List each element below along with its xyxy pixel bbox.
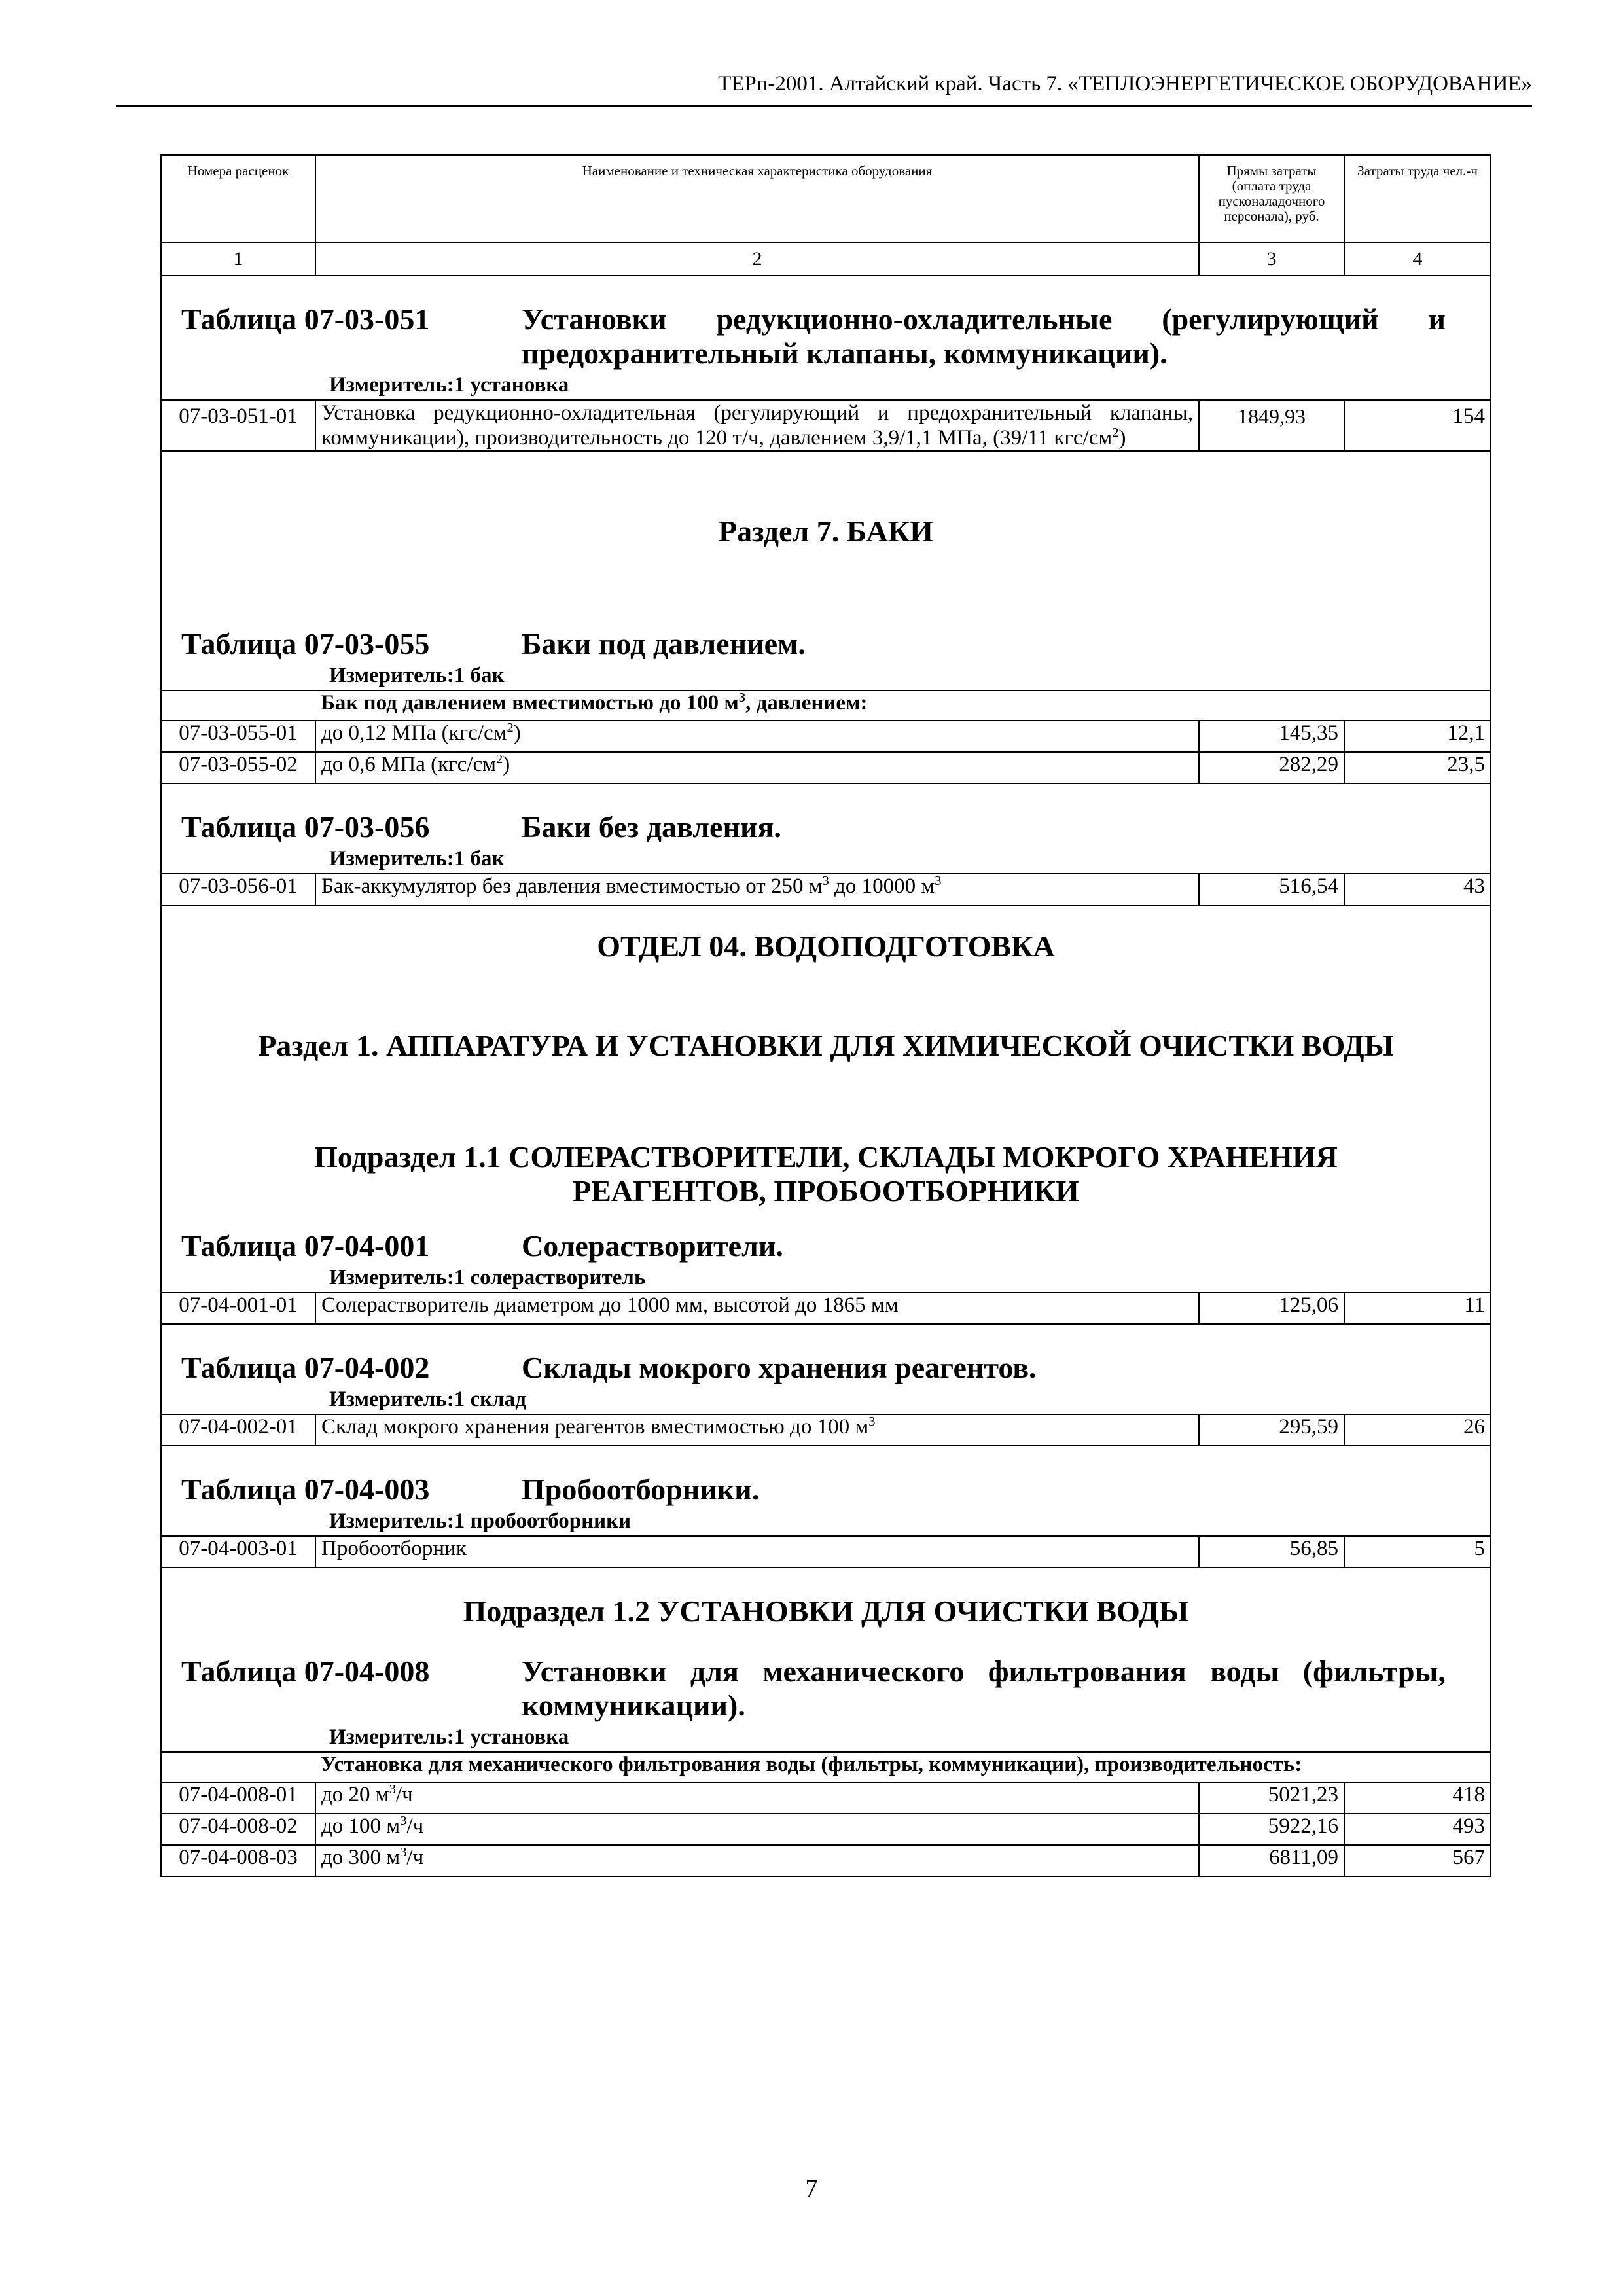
col-number-2: 2 (315, 243, 1199, 276)
row-labor: 11 (1344, 1293, 1491, 1324)
table-code: Таблица 07-04-001 (181, 1229, 430, 1263)
table-code: Таблица 07-04-008 (181, 1655, 430, 1688)
row-name: Бак-аккумулятор без давления вместимостью от 250 $м^3$ до 10000 $м^3$ (315, 874, 1199, 905)
row-cost: 145,35 (1199, 721, 1344, 752)
row-code: 07-04-003-01 (161, 1536, 315, 1568)
table-block-07-04-002 (161, 1324, 1491, 1414)
measure-unit: Измеритель:1 установка (329, 373, 569, 397)
page-number: 7 (805, 2175, 818, 2202)
row-cost: 5922,16 (1199, 1814, 1344, 1845)
row-labor: 26 (1344, 1414, 1491, 1446)
row-cost: 295,59 (1199, 1414, 1344, 1446)
table-row (161, 1845, 1491, 1876)
table-row (161, 400, 1491, 451)
table-row (161, 1782, 1491, 1814)
subsection-title-line1: Подраздел 1.1 СОЛЕРАСТВОРИТЕЛИ, СКЛАДЫ МОКРОГО ХРАНЕНИЯ (314, 1140, 1338, 1174)
row-name: Склад мокрого хранения реагентов вместимостью до 100 $м^3$ (315, 1414, 1199, 1446)
row-labor: 154 (1344, 400, 1491, 451)
col-header-codes: Номера расценок (161, 155, 315, 243)
table-subheading: Бак под давлением вместимостью до 100 $м^3$, давлением: (315, 691, 1491, 721)
row-cost: 282,29 (1199, 752, 1344, 783)
table-row (161, 1414, 1491, 1446)
row-code: 07-04-008-03 (161, 1845, 315, 1876)
column-number-row (161, 243, 1491, 276)
row-labor: 43 (1344, 874, 1491, 905)
col-header-name: Наименование и техническая характеристика оборудования (315, 155, 1199, 243)
subsection-title: Подраздел 1.2 УСТАНОВКИ ДЛЯ ОЧИСТКИ ВОДЫ (463, 1594, 1189, 1628)
table-block-07-03-056 (161, 783, 1491, 874)
table-heading (167, 627, 1485, 661)
row-code: 07-04-008-02 (161, 1814, 315, 1845)
table-block-07-03-051 (161, 276, 1491, 400)
col-number-1: 1 (161, 243, 315, 276)
table-code: Таблица 07-03-056 (181, 810, 430, 844)
measure-unit: Измеритель:1 бак (329, 664, 505, 687)
row-labor: 493 (1344, 1814, 1491, 1845)
table-row (161, 1536, 1491, 1568)
col-header-labor: Затраты труда чел.-ч (1344, 155, 1491, 243)
table-heading (167, 1473, 1485, 1507)
table-heading (167, 1655, 1485, 1723)
subsection-block-1-2 (161, 1568, 1491, 1752)
row-code: 07-03-051-01 (161, 400, 315, 451)
measure-unit: Измеритель:1 солерастворитель (329, 1266, 646, 1289)
measure-unit: Измеритель:1 склад (329, 1388, 526, 1411)
row-cost: 5021,23 (1199, 1782, 1344, 1814)
row-name: до 0,6 МПа $(кгс/см^2)$ (315, 752, 1199, 783)
table-title: Склады мокрого хранения реагентов. (522, 1351, 1037, 1384)
section-block-7 (161, 451, 1491, 691)
row-code: 07-03-056-01 (161, 874, 315, 905)
row-code: 07-04-002-01 (161, 1414, 315, 1446)
table-code: Таблица 07-03-055 (181, 627, 430, 660)
table-title: Установки для механического фильтрования воды (фильтры, коммуникации). (522, 1655, 1446, 1722)
col-number-3: 3 (1199, 243, 1344, 276)
table-heading (167, 810, 1485, 844)
table-row (161, 874, 1491, 905)
row-name: до 20 $м^3/ч$ (315, 1782, 1199, 1814)
row-cost: 1849,93 (1199, 400, 1344, 451)
col-header-cost: Прямы затраты (оплата труда пусконаладочного персонала), руб. (1199, 155, 1344, 243)
table-row (161, 1293, 1491, 1324)
row-code: 07-04-008-01 (161, 1782, 315, 1814)
table-block-07-04-003 (161, 1446, 1491, 1536)
row-name: Солерастворитель диаметром до 1000 мм, высотой до 1865 мм (315, 1293, 1199, 1324)
row-code: 07-04-001-01 (161, 1293, 315, 1324)
row-cost: 516,54 (1199, 874, 1344, 905)
row-labor: 418 (1344, 1782, 1491, 1814)
table-title: Баки без давления. (522, 810, 781, 844)
subsection-title-line2: РЕАГЕНТОВ, ПРОБООТБОРНИКИ (573, 1174, 1079, 1208)
table-title: Установки редукционно-охладительные (регулирующий и предохранительный клапаны, коммуникации). (522, 302, 1446, 370)
table-row (161, 1814, 1491, 1845)
running-header (116, 71, 1532, 107)
row-name: Пробоотборник (315, 1536, 1199, 1568)
row-name: Установка редукционно-охладительная (регулирующий и предохранительный клапаны, коммуникации), производительность до 120 т/ч, давлением 3,9/1,1 МПа, (39/11 кгс/$см^2$) (315, 400, 1199, 451)
measure-unit: Измеритель:1 бак (329, 847, 505, 870)
table-code: Таблица 07-04-002 (181, 1351, 430, 1384)
row-name: до 100 $м^3/ч$ (315, 1814, 1199, 1845)
division-title: ОТДЕЛ 04. ВОДОПОДГОТОВКА (597, 929, 1055, 963)
header-text: ТЕРп-2001. Алтайский край. Часть 7. «ТЕПЛОЭНЕРГЕТИЧЕСКОЕ ОБОРУДОВАНИЕ» (718, 72, 1532, 96)
row-labor: 12,1 (1344, 721, 1491, 752)
measure-unit: Измеритель:1 установка (329, 1725, 569, 1749)
table-heading (167, 1351, 1485, 1385)
row-code: 07-03-055-02 (161, 752, 315, 783)
row-labor: 23,5 (1344, 752, 1491, 783)
table-heading (167, 1229, 1485, 1263)
price-table (160, 154, 1491, 1877)
row-cost: 125,06 (1199, 1293, 1344, 1324)
row-cost: 6811,09 (1199, 1845, 1344, 1876)
table-heading (167, 302, 1485, 370)
table-code: Таблица 07-03-051 (181, 302, 430, 336)
subheading-row (161, 691, 1491, 721)
table-subheading: Установка для механического фильтрования воды (фильтры, коммуникации), производительность: (315, 1752, 1491, 1782)
section-title: Раздел 7. БАКИ (719, 514, 933, 548)
col-number-4: 4 (1344, 243, 1491, 276)
column-header-row (161, 155, 1491, 243)
row-name: до 300 $м^3/ч$ (315, 1845, 1199, 1876)
measure-unit: Измеритель:1 пробоотборники (329, 1509, 632, 1533)
row-code: 07-03-055-01 (161, 721, 315, 752)
row-labor: 567 (1344, 1845, 1491, 1876)
subheading-row (161, 1752, 1491, 1782)
section-title: Раздел 1. АППАРАТУРА И УСТАНОВКИ ДЛЯ ХИМИЧЕСКОЙ ОЧИСТКИ ВОДЫ (258, 1029, 1394, 1062)
table-title: Баки под давлением. (522, 627, 806, 660)
row-name: до 0,12 МПа $(кгс/см^2)$ (315, 721, 1199, 752)
row-cost: 56,85 (1199, 1536, 1344, 1568)
table-title: Солерастворители. (522, 1229, 783, 1263)
table-row (161, 721, 1491, 752)
table-code: Таблица 07-04-003 (181, 1473, 430, 1506)
table-title: Пробоотборники. (522, 1473, 760, 1506)
division-block-04 (161, 905, 1491, 1293)
table-row (161, 752, 1491, 783)
row-labor: 5 (1344, 1536, 1491, 1568)
